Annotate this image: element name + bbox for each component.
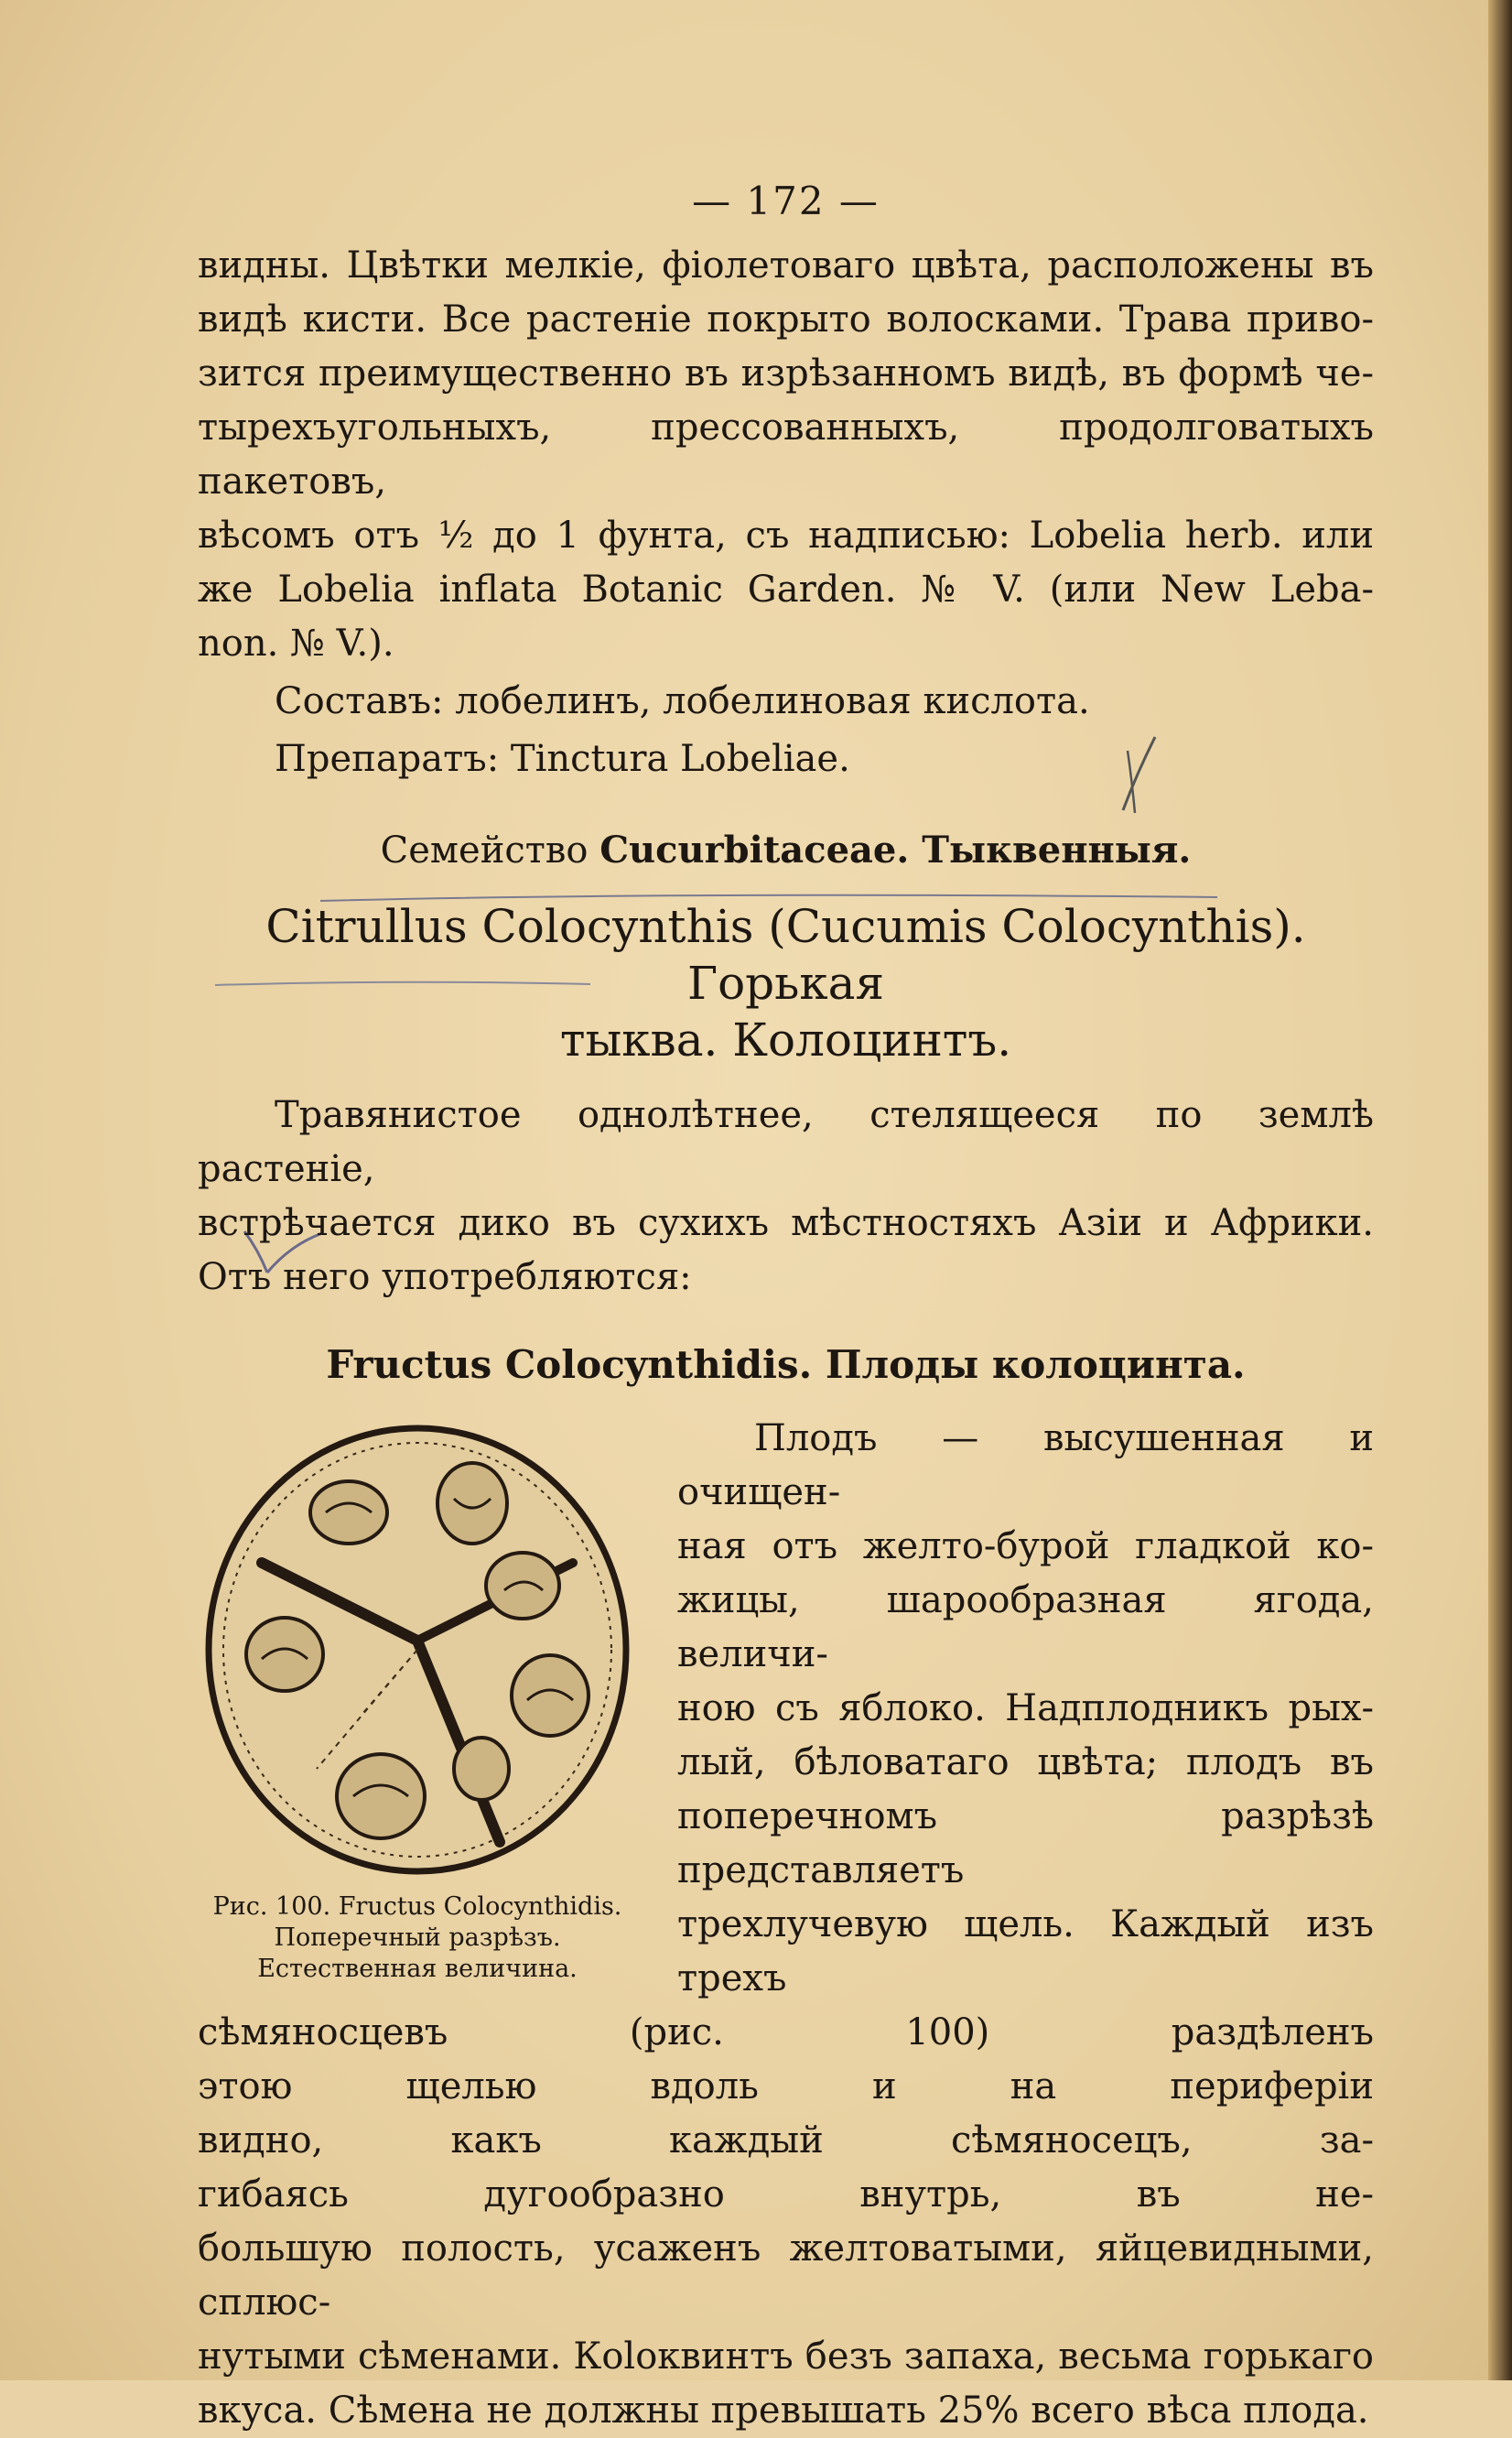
fruit-line: нутыми сѣменами. Коloквинтъ безъ запаха, весьма горькаго — [198, 2335, 1374, 2378]
fruit-line: лый, бѣловатаго цвѣта; плодъ въ — [677, 1741, 1374, 1783]
family-heading — [198, 823, 1374, 878]
fruit-line: ною съ яблоко. Надплодникъ рых- — [677, 1687, 1374, 1729]
caption-line: Поперечный разрѣзъ. — [274, 1923, 561, 1952]
intro-line: видны. Цвѣтки мелкіе, фіолетоваго цвѣта, расположены въ — [198, 244, 1374, 287]
composition-line: Составъ: лобелинъ, лобелиновая кислота. — [275, 680, 1090, 722]
fruit-line: Плодъ — высушенная и очищен- — [677, 1417, 1374, 1513]
page-number: — 172 — — [692, 179, 880, 223]
fruit-line: этою щелью вдоль и на периферіи — [198, 2065, 1374, 2108]
fruit-line: видно, какъ каждый сѣмяносецъ, за- — [198, 2119, 1374, 2162]
caption-line: Рис. 100. Fructus Colocynthidis. — [212, 1892, 622, 1921]
fruit-line: ная отъ желто-бурой гладкой ко- — [677, 1525, 1374, 1567]
fruit-cross-section-illustration — [198, 1412, 637, 1888]
fruit-line: трехлучевую щель. Каждый изъ трехъ — [677, 1903, 1374, 1999]
species-heading — [198, 898, 1374, 1068]
intro-line: видѣ кисти. Все растеніе покрыто волосками. Трава приво- — [198, 298, 1374, 341]
caption-line: Естественная величина. — [257, 1955, 578, 1983]
fruit-line: большую полость, усаженъ желтоватыми, яйцевидными, сплюс- — [198, 2227, 1374, 2324]
family-label: Семейство — [380, 829, 589, 872]
drug-heading: Fructus Colocynthidis. Плоды колоцинта. — [326, 1342, 1246, 1387]
page-content — [198, 174, 1374, 2438]
figure-caption — [179, 1891, 655, 1985]
intro-line: вѣсомъ отъ ½ до 1 фунта, съ надписью: Lobelia herb. или — [198, 515, 1374, 557]
intro-paragraph — [198, 239, 1374, 671]
page-edge-shadow — [1488, 0, 1512, 2380]
family-name: Cucurbitaceae. Тыквенныя. — [599, 829, 1192, 872]
intro-line: тырехъугольныхъ, прессованныхъ, продолговатыхъ пакетовъ, — [198, 406, 1374, 503]
species-line: Травянистое однолѣтнее, стелящееся по землѣ растеніе, — [198, 1094, 1374, 1190]
species-line: встрѣчается дико въ сухихъ мѣстностяхъ Азіи и Африки. — [198, 1202, 1374, 1244]
figure-100 — [179, 1412, 655, 1985]
species-description — [198, 1089, 1374, 1305]
species-heading-line: тыква. Колоцинтъ. — [559, 1013, 1012, 1067]
intro-line: же Lobelia inflata Botanic Garden. № V. (или New Leba- — [198, 569, 1374, 611]
preparation-line: Препаратъ: Tinctura Lobeliae. — [275, 738, 850, 780]
species-line: Отъ него употребляются: — [198, 1256, 692, 1298]
intro-line: зится преимущественно въ изрѣзанномъ видѣ, въ формѣ че- — [198, 352, 1374, 395]
fruit-line: поперечномъ разрѣзѣ представляетъ — [677, 1795, 1374, 1891]
fruit-line: гибаясь дугообразно внутрь, въ не- — [198, 2173, 1374, 2216]
intro-line: non. № V.). — [198, 623, 394, 665]
species-heading-line: Citrullus Colocynthis (Cucumis Colocynthis). Горькая — [265, 900, 1306, 1010]
fruit-line: вкуса. Сѣмена не должны превышать 25% всего вѣса плода. — [198, 2389, 1369, 2432]
fruit-line: сѣмяносцевъ (рис. 100) раздѣленъ — [198, 2011, 1374, 2053]
fruit-line: жицы, шарообразная ягода, величи- — [677, 1579, 1374, 1675]
